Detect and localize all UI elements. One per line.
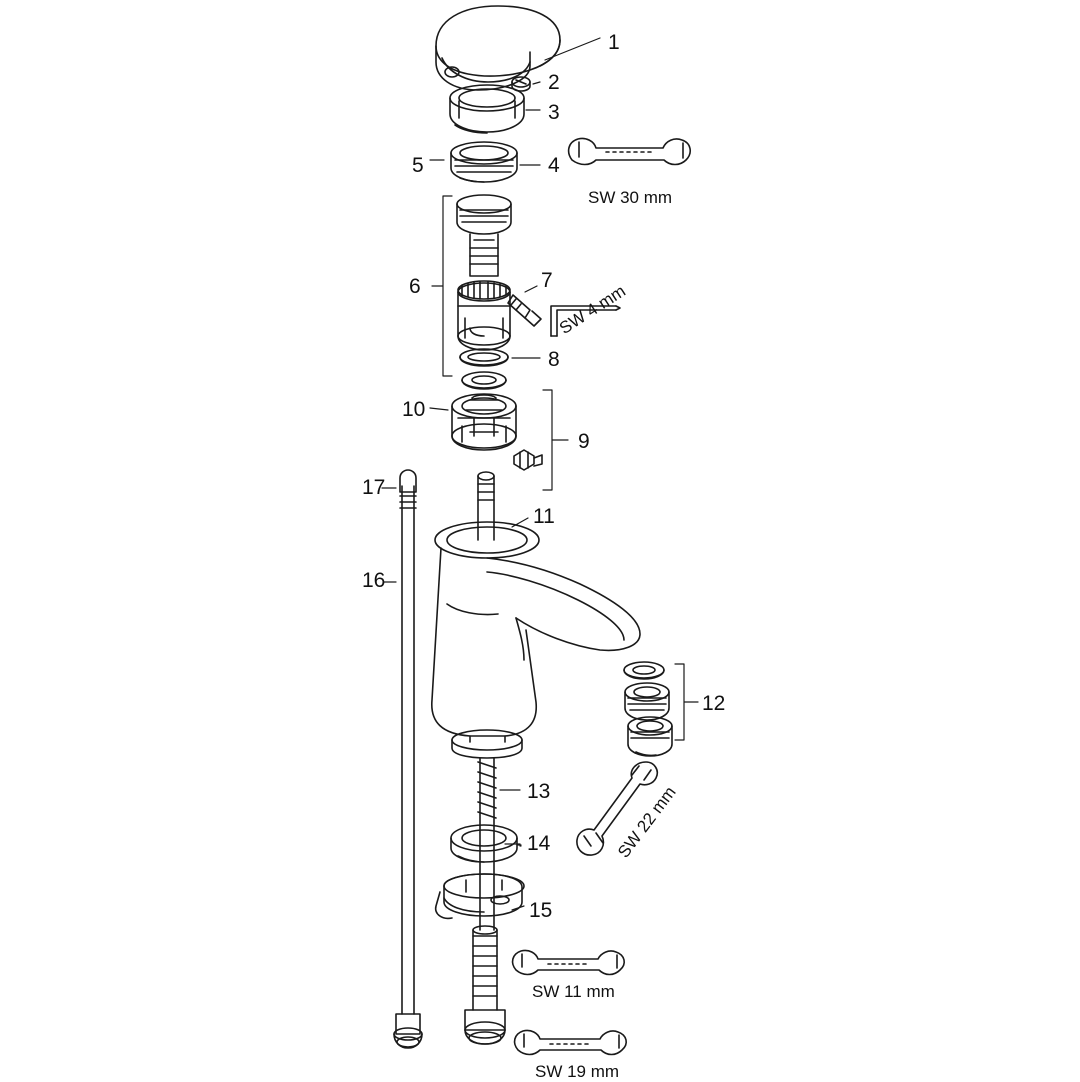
part-aerator-housing — [452, 394, 516, 450]
part-threaded-collar — [451, 142, 517, 182]
callout-11: 11 — [533, 505, 555, 528]
callout-12: 12 — [702, 692, 726, 715]
callout-14: 14 — [527, 832, 551, 855]
callout-8: 8 — [548, 348, 560, 371]
part-flexible-hose-right — [394, 470, 422, 1048]
tool-label-sw22: SW 22 mm — [614, 782, 680, 862]
callout-4: 4 — [548, 154, 560, 177]
leader-line-1 — [545, 38, 600, 60]
leader-bracket-12 — [675, 664, 698, 740]
tool-wrench-sw19 — [515, 1030, 627, 1054]
part-seal-washer — [462, 372, 506, 389]
leader-bracket-9 — [543, 390, 568, 490]
tool-label-sw11: SW 11 mm — [532, 982, 615, 1001]
part-cartridge-assembly — [457, 195, 511, 350]
leader-bracket-6 — [432, 196, 452, 376]
tool-label-sw30: SW 30 mm — [588, 188, 673, 207]
part-threaded-rod-spring — [478, 758, 496, 930]
tool-wrench-sw30 — [569, 138, 691, 164]
callout-10: 10 — [402, 398, 426, 421]
part-aerator-and-gasket — [624, 662, 672, 756]
callout-6: 6 — [409, 275, 421, 298]
callout-9: 9 — [578, 430, 590, 453]
callout-7: 7 — [541, 269, 553, 292]
leader-line-7 — [525, 286, 537, 292]
tool-wrench-sw11 — [513, 950, 625, 974]
tool-label-sw4: SW 4 mm — [556, 281, 629, 338]
callout-2: 2 — [548, 71, 560, 94]
callout-16: 16 — [362, 569, 386, 592]
leader-line-10 — [430, 408, 448, 410]
callout-13: 13 — [527, 780, 551, 803]
tool-label-sw19: SW 19 mm — [535, 1062, 620, 1081]
part-flow-limiter-clip — [514, 450, 542, 470]
callout-17: 17 — [362, 476, 386, 499]
part-grub-screw — [508, 295, 541, 326]
part-bottom-shank — [465, 926, 505, 1044]
callout-15: 15 — [529, 899, 553, 922]
callout-5: 5 — [412, 154, 424, 177]
part-o-ring-seal — [460, 349, 508, 366]
callout-1: 1 — [608, 31, 620, 54]
leader-line-2 — [533, 82, 540, 84]
callout-3: 3 — [548, 101, 560, 124]
part-handle-cap — [450, 85, 524, 133]
part-lever-handle — [436, 6, 560, 90]
